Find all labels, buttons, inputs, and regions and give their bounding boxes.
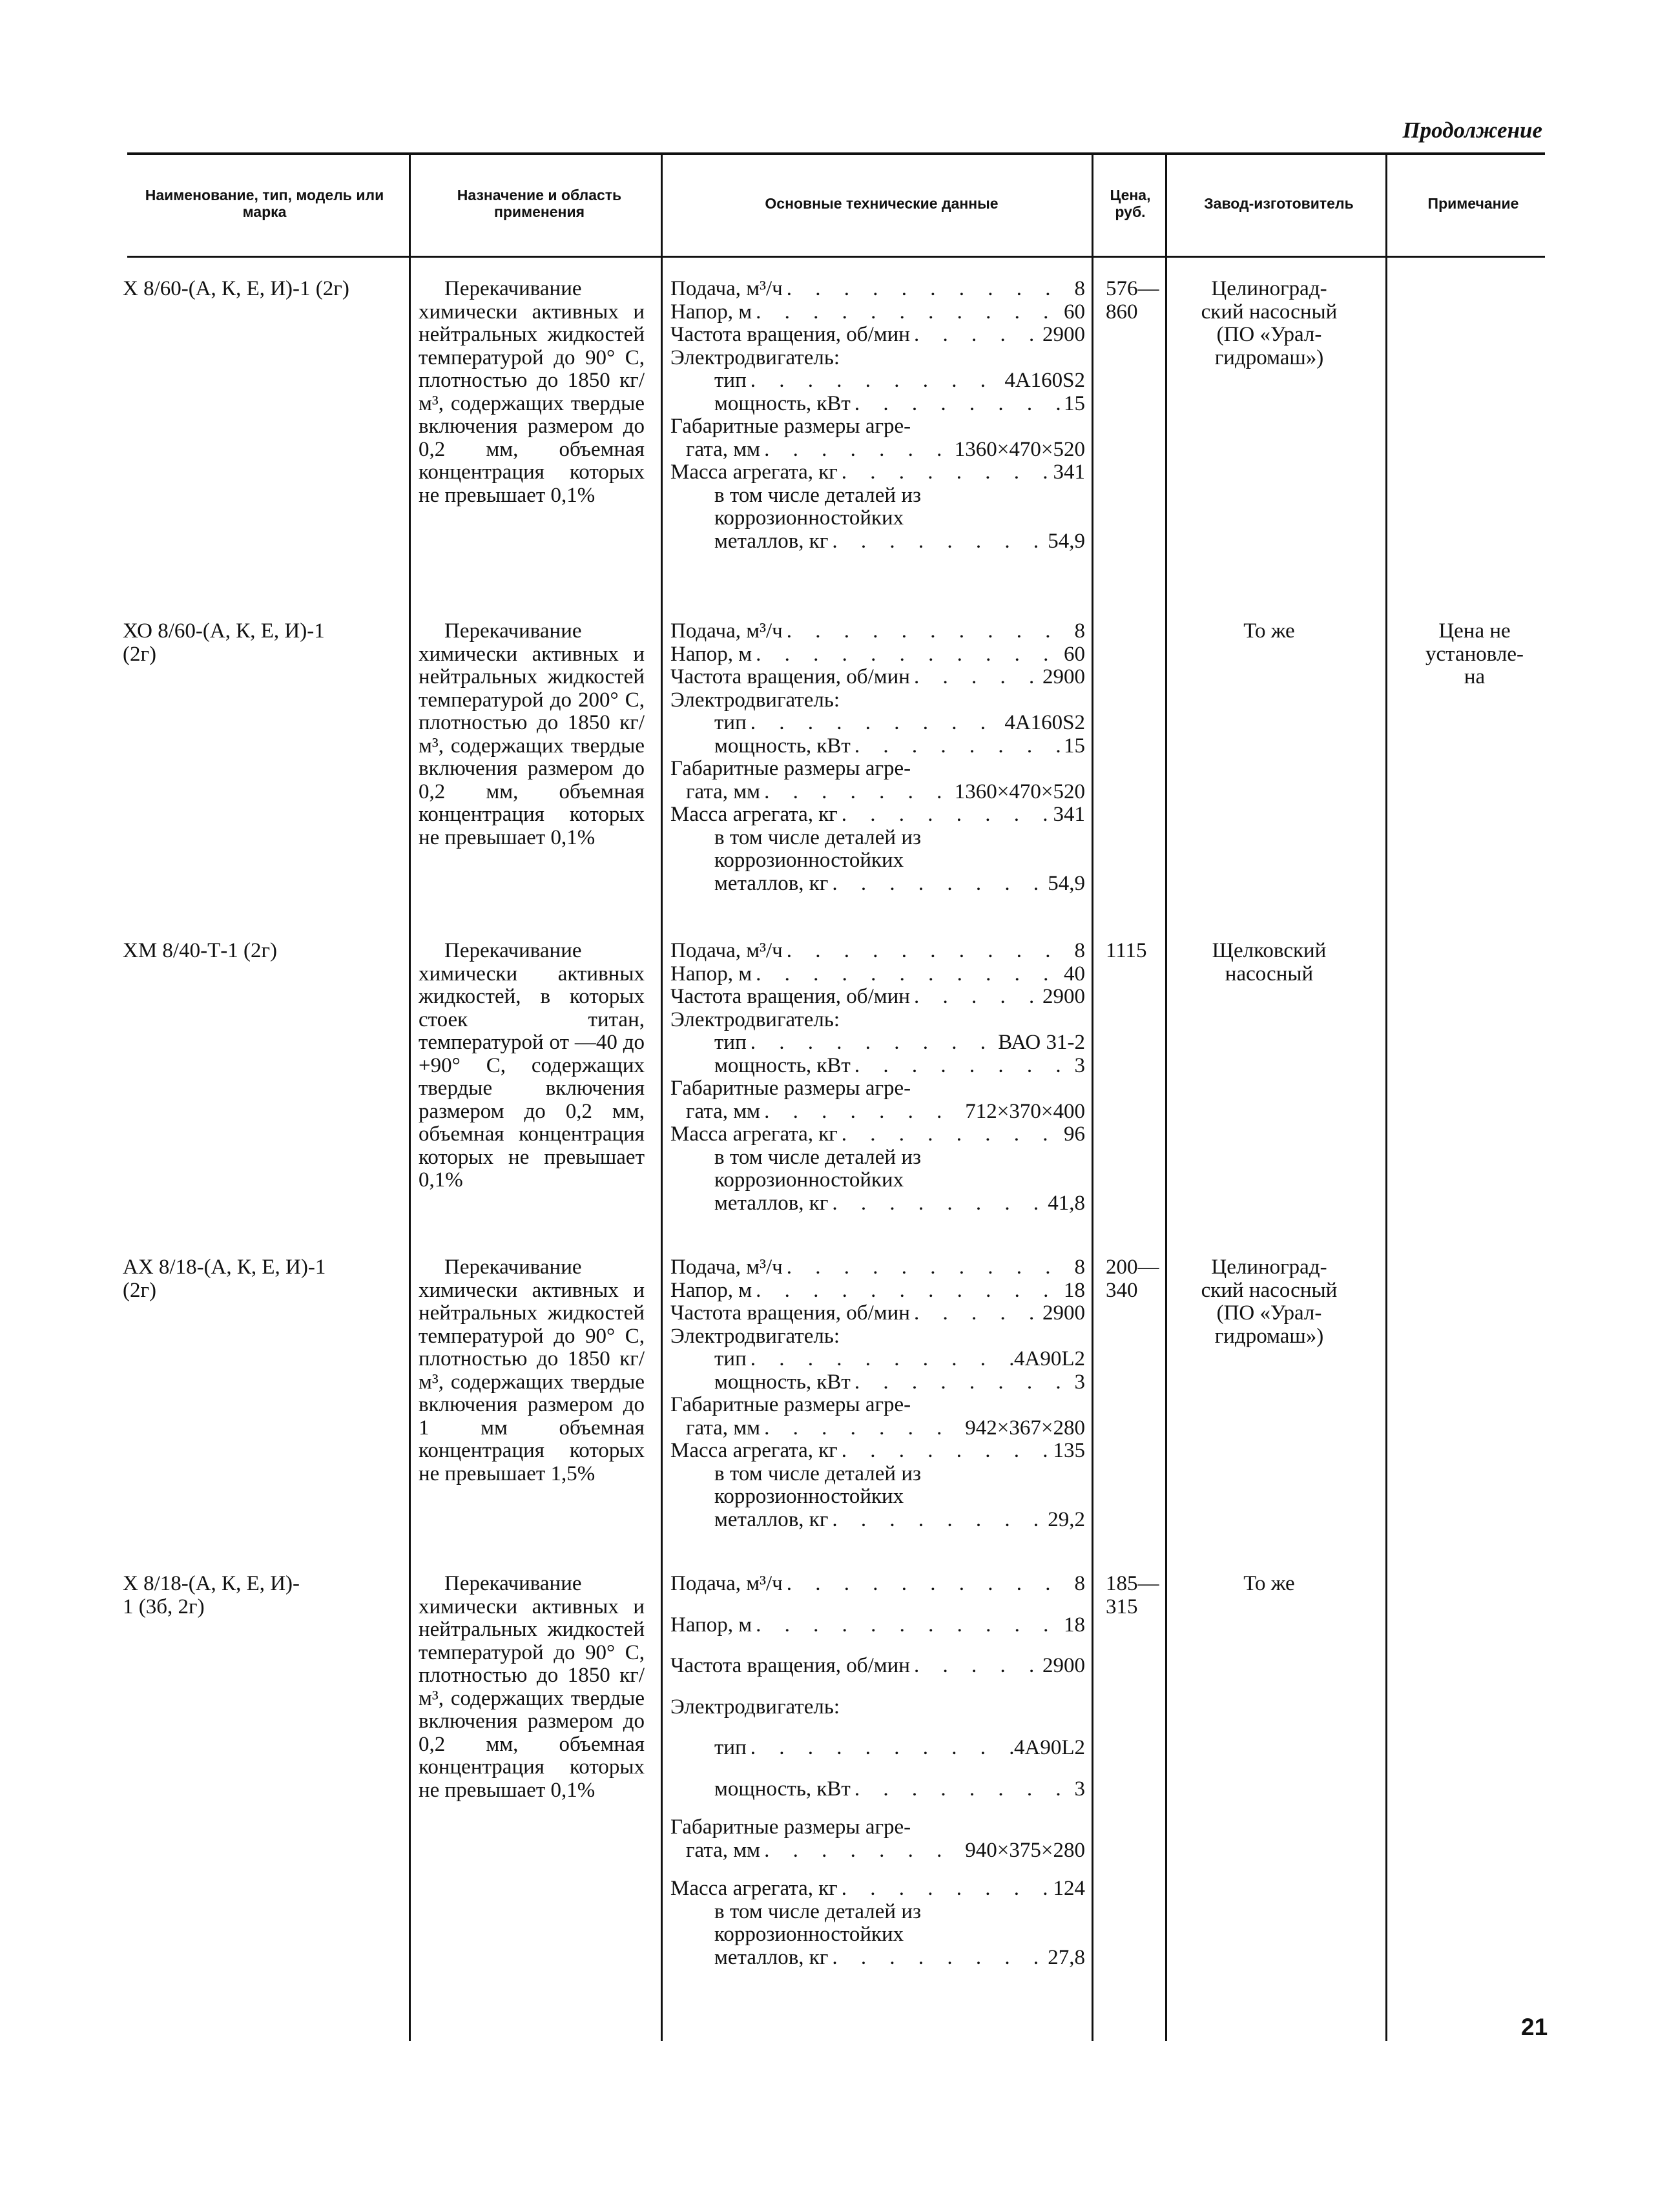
leader-dots bbox=[783, 620, 1075, 643]
leader-dots bbox=[851, 735, 1064, 758]
tech-line bbox=[670, 1123, 1085, 1146]
tech-value: 2900 bbox=[1042, 1654, 1085, 1677]
tech-line bbox=[670, 507, 1085, 530]
tech-label: Масса агрегата, кг bbox=[670, 460, 838, 484]
tech-line bbox=[670, 530, 1085, 553]
leader-dots bbox=[747, 1348, 1014, 1371]
tech-line bbox=[670, 1279, 1085, 1303]
tech-value: 40 bbox=[1064, 962, 1085, 986]
price: 185— 315 bbox=[1106, 1572, 1159, 1618]
leader-dots bbox=[838, 1123, 1064, 1146]
tech-line bbox=[670, 1394, 1085, 1417]
model-name: ХО 8/60-(А, К, Е, И)-1 (2г) bbox=[123, 619, 325, 666]
leader-dots bbox=[783, 1573, 1075, 1596]
tech-label: Частота вращения, об/мин bbox=[670, 985, 910, 1008]
tech-line bbox=[670, 1614, 1085, 1637]
tech-value: 124 bbox=[1053, 1877, 1085, 1900]
tech-label: Подача, м³/ч bbox=[670, 277, 783, 300]
leader-dots bbox=[910, 1302, 1042, 1325]
leader-dots bbox=[910, 324, 1042, 347]
tech-value: 1360×470×520 bbox=[954, 437, 1085, 461]
manufacturer: Щелковский насосный bbox=[1212, 939, 1327, 986]
tech-label: Масса агрегата, кг bbox=[670, 1122, 838, 1146]
column-divider bbox=[1092, 155, 1093, 2041]
tech-label: гата, мм bbox=[686, 437, 761, 461]
tech-label: Электродвигатель: bbox=[670, 1008, 840, 1031]
tech-value: 4А90L2 bbox=[1014, 1347, 1085, 1370]
tech-line bbox=[670, 666, 1085, 689]
leader-dots bbox=[828, 1509, 1048, 1532]
tech-line bbox=[670, 827, 1085, 850]
leader-dots bbox=[851, 1371, 1075, 1394]
tech-line bbox=[670, 439, 1085, 462]
purpose-text bbox=[419, 1573, 645, 1802]
tech-label: Подача, м³/ч bbox=[670, 939, 783, 962]
purpose-paragraph: Перекачивание химически активных и нейтральных жидкостей температурой до 200° С, плотностью до 1850 кг/м³, содержащих твердые включения размером до 0,2 мм, объемная концентрация которых не превышает 0,1% bbox=[419, 619, 645, 849]
tech-line bbox=[670, 1325, 1085, 1349]
header-name: Наименование, тип, модель или марка bbox=[145, 186, 384, 220]
tech-label: Частота вращения, об/мин bbox=[670, 323, 910, 346]
purpose-text bbox=[419, 940, 645, 1192]
leader-dots bbox=[828, 530, 1048, 553]
tech-line bbox=[670, 369, 1085, 393]
tech-data bbox=[670, 620, 1085, 895]
tech-label: Масса агрегата, кг bbox=[670, 803, 838, 826]
purpose-paragraph: Перекачивание химически активных жидкостей, в которых стоек титан, температурой от —40 до +90° С, содержащих твердые включения размером до 0,2 мм, объемная концентрация которых не превышает 0,1% bbox=[419, 939, 645, 1192]
tech-label: металлов, кг bbox=[714, 1507, 829, 1531]
tech-label: Электродвигатель: bbox=[670, 688, 840, 712]
tech-line bbox=[670, 1417, 1085, 1440]
price: 200— 340 bbox=[1106, 1256, 1159, 1302]
tech-label: Напор, м bbox=[670, 642, 752, 666]
tech-value: 41,8 bbox=[1048, 1191, 1085, 1215]
tech-label: гата, мм bbox=[686, 1416, 761, 1440]
purpose-paragraph: Перекачивание химически активных и нейтральных жидкостей температурой до 90° С, плотностью до 1850 кг/м³, содержащих твердые включения размером до 1 мм объемная концентрация которых не превышает 1,5% bbox=[419, 1256, 645, 1485]
leader-dots bbox=[828, 873, 1048, 896]
tech-label: Напор, м bbox=[670, 300, 752, 324]
tech-label: тип bbox=[714, 369, 747, 392]
tech-label: тип bbox=[714, 1736, 747, 1759]
leader-dots bbox=[828, 1192, 1048, 1215]
header-purpose: Назначение и область применения bbox=[457, 186, 622, 220]
leader-dots bbox=[783, 278, 1075, 301]
leader-dots bbox=[752, 1279, 1064, 1303]
tech-line bbox=[670, 963, 1085, 986]
purpose-text bbox=[419, 1256, 645, 1485]
tech-line bbox=[670, 689, 1085, 712]
tech-line bbox=[670, 1573, 1085, 1596]
tech-label: мощность, кВт bbox=[714, 1053, 851, 1077]
tech-line bbox=[670, 758, 1085, 781]
tech-line bbox=[670, 1101, 1085, 1124]
model-name: ХМ 8/40-Т-1 (2г) bbox=[123, 939, 277, 962]
leader-dots bbox=[760, 1839, 965, 1863]
tech-line bbox=[670, 873, 1085, 896]
tech-line bbox=[670, 484, 1085, 508]
tech-line bbox=[670, 1923, 1085, 1947]
tech-line bbox=[670, 1256, 1085, 1279]
tech-value: 54,9 bbox=[1048, 871, 1085, 895]
tech-line bbox=[670, 301, 1085, 324]
tech-label: Электродвигатель: bbox=[670, 1324, 840, 1348]
tech-label: металлов, кг bbox=[714, 1191, 829, 1215]
tech-label: Частота вращения, об/мин bbox=[670, 1301, 910, 1325]
leader-dots bbox=[910, 666, 1042, 689]
tech-value: 341 bbox=[1053, 803, 1085, 826]
leader-dots bbox=[828, 1947, 1048, 1970]
tech-line bbox=[670, 986, 1085, 1009]
tech-line bbox=[670, 415, 1085, 439]
leader-dots bbox=[752, 963, 1064, 986]
model-name: Х 8/60-(А, К, Е, И)-1 (2г) bbox=[123, 277, 349, 300]
tech-label: Масса агрегата, кг bbox=[670, 1439, 838, 1462]
tech-line bbox=[670, 1947, 1085, 1970]
tech-line bbox=[670, 1463, 1085, 1486]
tech-label: коррозионностойких bbox=[714, 1168, 904, 1192]
tech-label: коррозионностойких bbox=[714, 506, 904, 530]
manufacturer: Целиноград- ский насосный (ПО «Урал- гидромаш») bbox=[1201, 1256, 1338, 1348]
tech-label: Габаритные размеры агре- bbox=[670, 757, 911, 780]
tech-value: 2900 bbox=[1042, 985, 1085, 1008]
tech-line bbox=[670, 940, 1085, 963]
tech-line bbox=[670, 1737, 1085, 1760]
header-factory: Завод-изготовитель bbox=[1204, 194, 1354, 212]
tech-line bbox=[670, 1031, 1085, 1055]
purpose-paragraph: Перекачивание химически активных и нейтральных жидкостей температурой до 90° С, плотностью до 1850 кг/м³, содержащих твердые включения размером до 0,2 мм, объемная концентрация которых не превышает 0,1% bbox=[419, 1572, 645, 1802]
purpose-text bbox=[419, 620, 645, 849]
tech-line bbox=[670, 1192, 1085, 1215]
tech-value: 712×370×400 bbox=[965, 1099, 1085, 1123]
leader-dots bbox=[760, 781, 955, 804]
tech-value: 4А90L2 bbox=[1014, 1736, 1085, 1759]
tech-data bbox=[670, 1573, 1085, 1969]
tech-value: 54,9 bbox=[1048, 529, 1085, 553]
price: 1115 bbox=[1106, 939, 1147, 962]
tech-label: в том числе деталей из bbox=[714, 483, 922, 507]
continuation-label: Продолжение bbox=[1402, 118, 1542, 143]
leader-dots bbox=[760, 1101, 965, 1124]
leader-dots bbox=[747, 1031, 999, 1055]
purpose-text bbox=[419, 278, 645, 507]
tech-label: тип bbox=[714, 1347, 747, 1370]
tech-line bbox=[670, 735, 1085, 758]
tech-line bbox=[670, 1055, 1085, 1078]
manufacturer: То же bbox=[1243, 619, 1295, 643]
tech-line bbox=[670, 620, 1085, 643]
tech-value: 1360×470×520 bbox=[954, 780, 1085, 803]
tech-value: 135 bbox=[1053, 1439, 1085, 1462]
tech-value: 3 bbox=[1074, 1370, 1085, 1394]
tech-value: 27,8 bbox=[1048, 1945, 1085, 1969]
tech-line bbox=[670, 1655, 1085, 1678]
tech-value: 96 bbox=[1064, 1122, 1085, 1146]
tech-label: гата, мм bbox=[686, 780, 761, 803]
column-divider bbox=[661, 155, 663, 2041]
tech-value: 15 bbox=[1064, 391, 1085, 415]
manufacturer: То же bbox=[1243, 1572, 1295, 1595]
column-divider bbox=[409, 155, 411, 2041]
table-header-rule bbox=[127, 256, 1545, 258]
tech-label: Габаритные размеры агре- bbox=[670, 415, 911, 438]
tech-line bbox=[670, 1816, 1085, 1839]
tech-value: 8 bbox=[1074, 1256, 1085, 1279]
tech-label: в том числе деталей из bbox=[714, 1899, 922, 1923]
leader-dots bbox=[910, 986, 1042, 1009]
header-tech: Основные технические данные bbox=[765, 194, 999, 212]
note: Цена не установле- на bbox=[1425, 619, 1524, 688]
tech-value: 60 bbox=[1064, 642, 1085, 666]
tech-label: Напор, м bbox=[670, 962, 752, 986]
leader-dots bbox=[910, 1655, 1042, 1678]
tech-label: металлов, кг bbox=[714, 529, 829, 553]
tech-label: Напор, м bbox=[670, 1278, 752, 1302]
tech-label: Габаритные размеры агре- bbox=[670, 1077, 911, 1100]
tech-label: гата, мм bbox=[686, 1099, 761, 1123]
leader-dots bbox=[752, 643, 1064, 667]
leader-dots bbox=[747, 712, 1005, 735]
leader-dots bbox=[752, 1614, 1064, 1637]
tech-label: Масса агрегата, кг bbox=[670, 1877, 838, 1900]
price: 576— 860 bbox=[1106, 277, 1159, 324]
tech-value: 18 bbox=[1064, 1613, 1085, 1637]
tech-label: тип bbox=[714, 711, 747, 734]
tech-value: 4А160S2 bbox=[1004, 369, 1085, 392]
leader-dots bbox=[851, 1778, 1075, 1801]
tech-label: металлов, кг bbox=[714, 1945, 829, 1969]
leader-dots bbox=[838, 1877, 1053, 1901]
tech-line bbox=[670, 1509, 1085, 1532]
tech-line bbox=[670, 1169, 1085, 1192]
tech-line bbox=[670, 324, 1085, 347]
purpose-paragraph: Перекачивание химически активных и нейтральных жидкостей температурой до 90° С, плотностью до 1850 кг/м³, содержащих твердые включения размером до 0,2 мм, объемная концентрация которых не превышает 0,1% bbox=[419, 277, 645, 507]
tech-label: коррозионностойких bbox=[714, 1923, 904, 1946]
tech-value: 940×375×280 bbox=[965, 1838, 1085, 1862]
tech-label: в том числе деталей из bbox=[714, 825, 922, 849]
leader-dots bbox=[838, 803, 1053, 827]
tech-line bbox=[670, 1696, 1085, 1719]
tech-label: коррозионностойких bbox=[714, 849, 904, 872]
leader-dots bbox=[838, 1440, 1053, 1463]
tech-line bbox=[670, 1877, 1085, 1901]
tech-value: 8 bbox=[1074, 277, 1085, 300]
tech-value: 60 bbox=[1064, 300, 1085, 324]
tech-label: мощность, кВт bbox=[714, 734, 851, 758]
tech-value: 3 bbox=[1074, 1777, 1085, 1801]
tech-value: ВАО 31-2 bbox=[998, 1031, 1085, 1054]
tech-value: 3 bbox=[1074, 1053, 1085, 1077]
tech-value: 2900 bbox=[1042, 1301, 1085, 1325]
tech-label: Подача, м³/ч bbox=[670, 619, 783, 643]
tech-label: металлов, кг bbox=[714, 871, 829, 895]
tech-value: 8 bbox=[1074, 619, 1085, 643]
tech-value: 4А160S2 bbox=[1004, 711, 1085, 734]
tech-line bbox=[670, 1009, 1085, 1032]
tech-label: гата, мм bbox=[686, 1838, 761, 1862]
tech-label: Напор, м bbox=[670, 1613, 752, 1637]
tech-value: 15 bbox=[1064, 734, 1085, 758]
leader-dots bbox=[851, 1055, 1075, 1078]
tech-value: 29,2 bbox=[1048, 1507, 1085, 1531]
tech-label: Габаритные размеры агре- bbox=[670, 1393, 911, 1416]
tech-label: мощность, кВт bbox=[714, 391, 851, 415]
tech-line bbox=[670, 1146, 1085, 1170]
tech-label: мощность, кВт bbox=[714, 1777, 851, 1801]
tech-data bbox=[670, 940, 1085, 1215]
tech-label: Частота вращения, об/мин bbox=[670, 665, 910, 688]
leader-dots bbox=[747, 369, 1005, 393]
tech-label: Габаритные размеры агре- bbox=[670, 1815, 911, 1839]
tech-line bbox=[670, 1839, 1085, 1863]
tech-line bbox=[670, 347, 1085, 370]
header-price: Цена, руб. bbox=[1110, 186, 1151, 220]
tech-value: 2900 bbox=[1042, 323, 1085, 346]
tech-value: 341 bbox=[1053, 460, 1085, 484]
leader-dots bbox=[783, 940, 1075, 963]
tech-label: Частота вращения, об/мин bbox=[670, 1654, 910, 1677]
leader-dots bbox=[747, 1737, 1014, 1760]
tech-line bbox=[670, 1485, 1085, 1509]
header-note: Примечание bbox=[1427, 194, 1519, 212]
tech-line bbox=[670, 1778, 1085, 1801]
tech-label: Электродвигатель: bbox=[670, 1695, 840, 1719]
tech-line bbox=[670, 1440, 1085, 1463]
leader-dots bbox=[838, 461, 1053, 484]
tech-value: 2900 bbox=[1042, 665, 1085, 688]
tech-line bbox=[670, 712, 1085, 735]
tech-value: 8 bbox=[1074, 1572, 1085, 1595]
manufacturer: Целиноград- ский насосный (ПО «Урал- гидромаш») bbox=[1201, 277, 1338, 369]
page-number: 21 bbox=[1521, 2014, 1548, 2040]
tech-value: 942×367×280 bbox=[965, 1416, 1085, 1440]
tech-data bbox=[670, 1256, 1085, 1531]
tech-label: Электродвигатель: bbox=[670, 346, 840, 369]
leader-dots bbox=[851, 393, 1064, 416]
leader-dots bbox=[760, 1417, 965, 1440]
model-name: Х 8/18-(А, К, Е, И)- 1 (3б, 2г) bbox=[123, 1572, 300, 1618]
tech-line bbox=[670, 781, 1085, 804]
tech-line bbox=[670, 278, 1085, 301]
leader-dots bbox=[783, 1256, 1075, 1279]
tech-line bbox=[670, 849, 1085, 873]
tech-line bbox=[670, 461, 1085, 484]
tech-value: 18 bbox=[1064, 1278, 1085, 1302]
model-name: АХ 8/18-(А, К, Е, И)-1 (2г) bbox=[123, 1256, 326, 1302]
tech-value: 8 bbox=[1074, 939, 1085, 962]
tech-line bbox=[670, 1901, 1085, 1924]
tech-label: Подача, м³/ч bbox=[670, 1572, 783, 1595]
tech-line bbox=[670, 803, 1085, 827]
tech-label: Подача, м³/ч bbox=[670, 1256, 783, 1279]
tech-label: в том числе деталей из bbox=[714, 1462, 922, 1485]
column-divider bbox=[1385, 155, 1387, 2041]
tech-line bbox=[670, 1348, 1085, 1371]
tech-line bbox=[670, 643, 1085, 667]
tech-line bbox=[670, 1077, 1085, 1101]
column-divider bbox=[1165, 155, 1167, 2041]
leader-dots bbox=[752, 301, 1064, 324]
tech-label: тип bbox=[714, 1031, 747, 1054]
leader-dots bbox=[760, 439, 955, 462]
tech-data bbox=[670, 278, 1085, 553]
tech-label: в том числе деталей из bbox=[714, 1145, 922, 1169]
tech-label: мощность, кВт bbox=[714, 1370, 851, 1394]
tech-line bbox=[670, 1302, 1085, 1325]
tech-label: коррозионностойких bbox=[714, 1485, 904, 1508]
tech-line bbox=[670, 393, 1085, 416]
tech-line bbox=[670, 1371, 1085, 1394]
